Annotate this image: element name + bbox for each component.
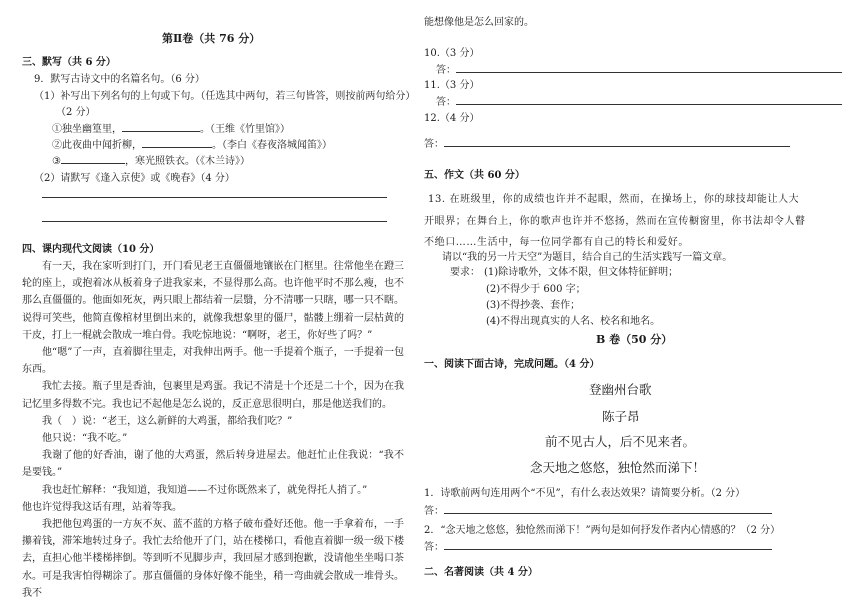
passage-para-7: 我也赶忙解释：“我知道，我知道——不过你既然来了，就免得托人捎了。” [42,484,368,496]
q11-answer-line[interactable] [456,104,842,105]
q9-part2: （2）请默写《逢入京使》或《晚春》（4 分） [34,173,235,184]
poem-title: 登幽州台歌 [589,382,652,397]
reading-passage [22,258,404,602]
passage-para-4: 我（ ）说：“老王，这么新鲜的大鸡蛋，都给我们吃？” [42,415,293,427]
part2-title: 第Ⅱ卷（共 76 分） [162,32,261,45]
passage-para-5: 他只说：“我不吃。” [42,433,128,445]
requirement-4: (4)不得出现真实的人名、校名和地名。 [486,316,661,327]
passage-para-2: 他“嗯”了一声，直着脚往里走，对我伸出两手。他一手提着个瓶子，一手提着一包东西。 [22,347,404,376]
recite-item-1-label: ①独坐幽篁里， [52,124,122,135]
recite-item-2-label: ②此夜曲中闻折柳， [52,140,142,151]
poem-line-2: 念天地之悠悠，独怆然而涕下！ [530,460,706,475]
answer-line-1[interactable] [42,197,387,198]
q13-line-2: 开眼界；在舞台上，你的歌声也许并不悠扬，然而在宣传橱窗里，你书法却令人瞽 [424,216,806,227]
passage-para-3: 我忙去接。瓶子里是香油，包裹里是鸡蛋。我记不清是十个还是二十个，因为在我记忆里多得数不完。我也记不起他是怎么说的，反正意思很明白，那是他送我们的。 [22,381,404,410]
recite-item-3-source: ，寒光照铁衣。（《木兰诗》） [124,156,250,167]
q12-answer-line[interactable] [444,146,790,147]
part-b-q2-answer-prefix: 答： [424,542,444,553]
q11-label: 11.（3 分） [424,80,480,91]
q9-stem: 9．默写古诗文中的名篇名句。（6 分） [34,74,205,85]
requirements-label: 要求： [450,267,480,278]
q9-part1-line2: （2 分） [56,107,96,118]
part-b-q1: 1．诗歌前两句连用两个“不见”，有什么表达效果？请简要分析。（2 分） [424,488,746,499]
part-b-title: B 卷（50 分） [596,333,673,346]
q11-answer-prefix: 答： [436,97,456,108]
requirement-3: (3)不得抄袭、套作； [486,300,581,311]
q13-line-1: 13. 在班级里，你的成绩也许并不起眼，然而，在操场上，你的球技却能让人大 [428,194,800,205]
passage-continuation: 能想像他是怎么回家的。 [424,17,534,28]
requirement-2: (2)不得少于 600 字； [486,284,586,295]
q9-part1-line1: （1）补写出下列名句的上句或下句。（任选其中两句，若三句皆答，则按前两句给分） [34,91,416,102]
poem-line-1: 前不见古人，后不见来者。 [545,434,696,449]
part-b-section2-heading: 二、名著阅读（共 4 分） [424,567,538,578]
q10-label: 10.（3 分） [424,48,480,59]
answer-line-2[interactable] [42,221,387,222]
recite-blank-3[interactable] [61,153,125,164]
recite-item-2 [52,136,332,151]
q13-line-3: 不绝口……生活中，每一位同学都有自己的特长和爱好。 [424,237,689,248]
q13-prompt: 请以“我的另一片天空”为题目，结合自己的生活实践写一篇文章。 [442,252,733,263]
part-b-q1-answer-line[interactable] [444,513,772,514]
recite-blank-1[interactable] [122,121,200,132]
part-b-section1-heading: 一、阅读下面古诗，完成问题。（4 分） [424,359,600,370]
requirement-1: (1)除诗歌外，文体不限，但文体特征鲜明； [484,267,679,278]
passage-para-9: 我把他包鸡蛋的一方灰不灰、蓝不蓝的方格子破布叠好还他。他一手拿着布，一手攥着钱，滞笨地转过身子。我忙去给他开了门，站在楼梯口，看他直着脚一级一级下楼去，直担心他半楼梯摔倒。等到听不见脚步声，我回屋才感到抱歉，没请他坐坐喝口茶水。可是我害怕得糊涂了。那直僵僵的身体好像不能坐，稍一弯曲就会散成一堆骨头。我不 [22,519,404,599]
poem-author: 陈子昂 [602,409,640,424]
passage-para-8: 他也许觉得我这话有理，站着等我。 [22,501,182,513]
part-b-q2: 2．“念天地之悠悠，独怆然而涕下！”两句是如何抒发作者内心情感的？（2 分） [424,525,781,536]
recite-item-1 [52,120,290,135]
recite-item-3-label: ③ [52,156,61,167]
recite-item-2-source: 。（李白《春夜洛城闻笛》） [212,140,332,151]
q10-answer-prefix: 答： [436,65,456,76]
part-b-q1-answer-prefix: 答： [424,506,444,517]
q10-answer-line[interactable] [456,72,842,73]
part-b-q2-answer-line[interactable] [444,549,772,550]
q12-label: 12.（4 分） [424,113,480,124]
passage-para-1: 有一天，我在家听到打门，开门看见老王直僵僵地镶嵌在门框里。往常他坐在蹬三轮的座上，或抱着冰从板着身子进我家来，不显得那么高。也许他平时不那么瘦，也不那么直僵僵的。他面如死灰，两只眼上都结着一层翳，分不清哪一只瞎，哪一只不瞎。说得可笑些，他简直像棺材里倒出来的，就像我想象里的僵尸，骷髅上绷着一层枯黄的干皮，打上一棍就会散成一堆白骨。我吃惊地说：“啊呀，老王，你好些了吗？” [22,261,404,341]
recite-item-1-source: 。（王维《竹里馆》） [200,124,290,135]
q12-answer-prefix: 答： [424,139,444,150]
section5-heading: 五、作文（共 60 分） [424,170,525,181]
section4-heading: 四、课内现代文阅读（10 分） [22,244,160,255]
passage-para-6: 我谢了他的好香油，谢了他的大鸡蛋，然后转身进屋去。他赶忙止住我说：“我不是要钱。” [22,450,404,479]
recite-item-3 [52,152,250,167]
recite-blank-2[interactable] [142,137,212,148]
section3-heading: 三、默写（共 6 分） [22,57,116,68]
